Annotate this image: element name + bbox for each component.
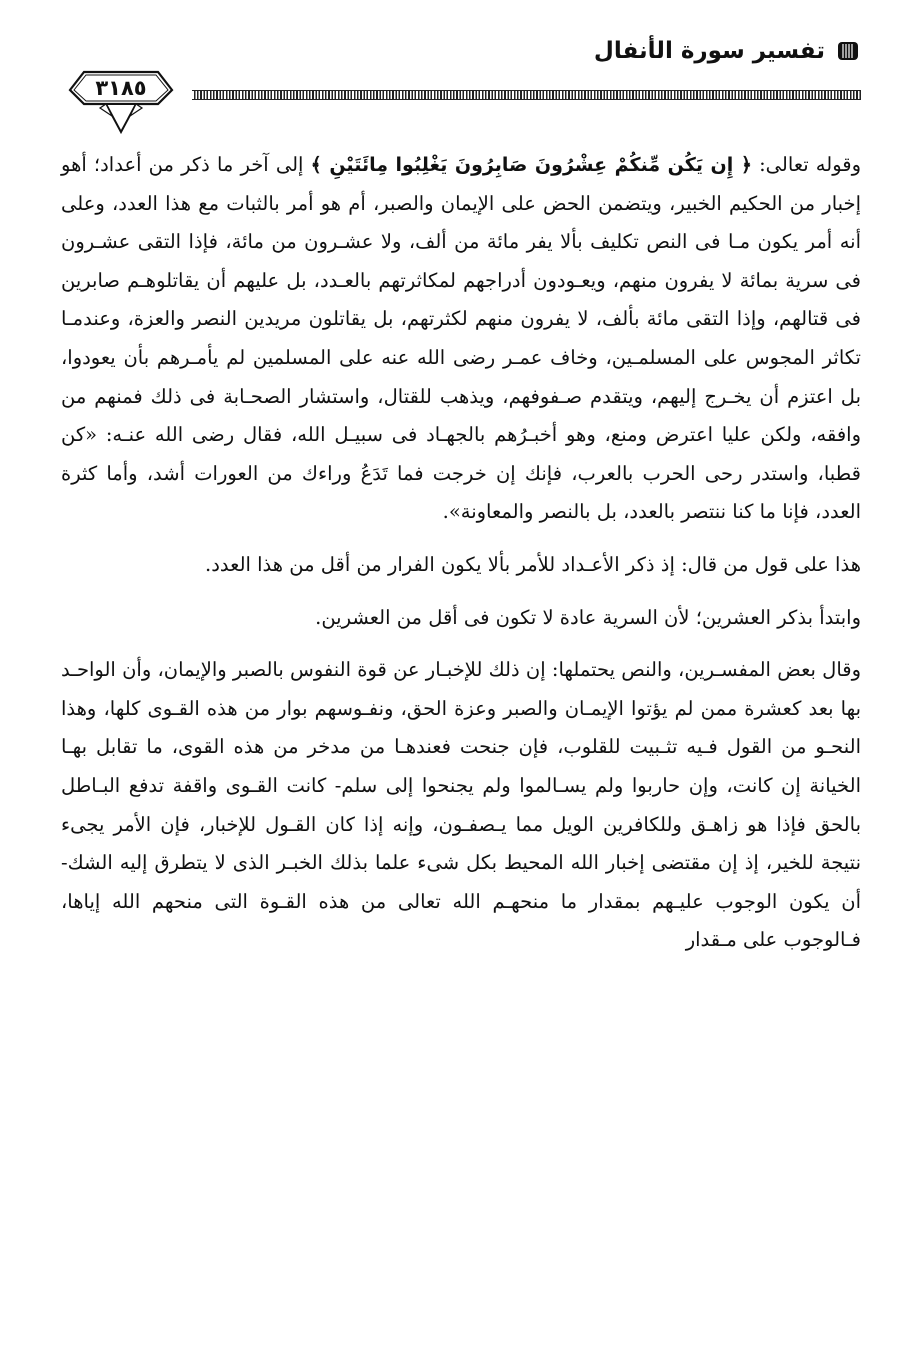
quran-verse: ﴿ إِن يَكُن مِّنكُمْ عِشْرُونَ صَابِرُونَ يَغْلِبُوا مِائَتَيْنِ ﴾ bbox=[310, 154, 752, 176]
paragraph-2: هذا على قول من قال: إذ ذكر الأعـداد للأمر بألا يكون الفرار من أقل من هذا العدد. bbox=[205, 552, 861, 576]
paragraph-1-text: إلى آخر ما ذكر من أعداد؛ أهو إخبار من الحكيم الخبير، ويتضمن الحض على الإيمان والصبر، أم هو أمر بالثبات مع هذا العدد، وعلى أنه أمر يكون مـا فى النص تكليف بألا يفر مائة من ألف، ولا عشـرون من مائة، فإذا التقى عشـرون فى سرية بمائة لا يفرون منهم، ويعـودون أدراجهم لمكاثرتهم بالعـدد، بل عليهم أن يقاتلوهـم صابرين فى قتالهم، وإذا التقى مائة بألف، لا يفرون منهم لكثرتهم، بل يقاتلون مريدين النصر والعزة، وعندمـا تكاثر المجوس على المسلمـين، وخاف عمـر رضى الله عنه على المسلمين لم يأمـرهم بأن يعودوا، بل اعتزم أن يخـرج إليهم، ويتقدم صـفوفهم، ويذهب للقتال، واستشار الصحـابة فى ذلك فمنهم من وافقه، ولكن عليا اعترض ومنع، وهو أخبـرُهم بالجهـاد فى سبيـل الله، فقال رضى الله عنـه: «كن قطبا، واستدر رحى الحرب بالعرب، فإنك إن خرجت فما تَدَعُ وراءك من العورات أشد، وأما كثرة العدد، فإنا ما كنا ننتصر بالعدد، بل بالنصر والمعاونة». bbox=[61, 153, 861, 524]
header-rule bbox=[192, 90, 861, 100]
page-number: ٣١٨٥ bbox=[95, 76, 147, 100]
paragraph-3: وابتدأ بذكر العشرين؛ لأن السرية عادة لا تكون فى أقل من العشرين. bbox=[315, 605, 861, 629]
page-number-badge bbox=[62, 60, 180, 138]
paragraph-4: وقال بعض المفسـرين، والنص يحتملها: إن ذلك للإخبـار عن قوة النفوس بالصبر والإيمان، وأن الواحـد بها بعد كعشرة ممن لم يؤتوا الإيمـان والصبر وعزة الحق، ونفـوسهم بوار من هذه القـوى كلها، وهذا النحـو من القول فـيه تثـبيت للقلوب، فإن جنحت فعندهـا من مدخر من هذه القوى، ما تقابل بهـا الخيانة إن كانت، وإن حاربوا ولم يسـالموا ولم يجنحوا إلى سلم- كانت القـوى واقفة تدفع البـاطل بالحق فإذا هو زاهـق وللكافرين الويل مما يـصفـون، وإنه إذا كان القـول للإخبار، فإن الأمر يجىء نتيجة للخير، إذ إن مقتضى إخبار الله المحيط بكل شىء علما بذلك الخبـر الذى لا يتطرق إليه الشك- أن يكون الوجوب عليـهم بمقدار ما منحهـم الله تعالى من هذه القـوة التى منحهم الله إياها، فـالوجوب على مـقدار bbox=[61, 658, 861, 952]
square-ornament-icon bbox=[835, 39, 861, 63]
paragraph-1 bbox=[61, 146, 861, 532]
paragraph-1-intro: وقوله تعالى: bbox=[759, 153, 862, 176]
page-header bbox=[62, 38, 861, 128]
header-title-row bbox=[594, 38, 861, 64]
running-title: تفسير سورة الأنفال bbox=[593, 38, 825, 64]
page-body bbox=[61, 146, 861, 960]
